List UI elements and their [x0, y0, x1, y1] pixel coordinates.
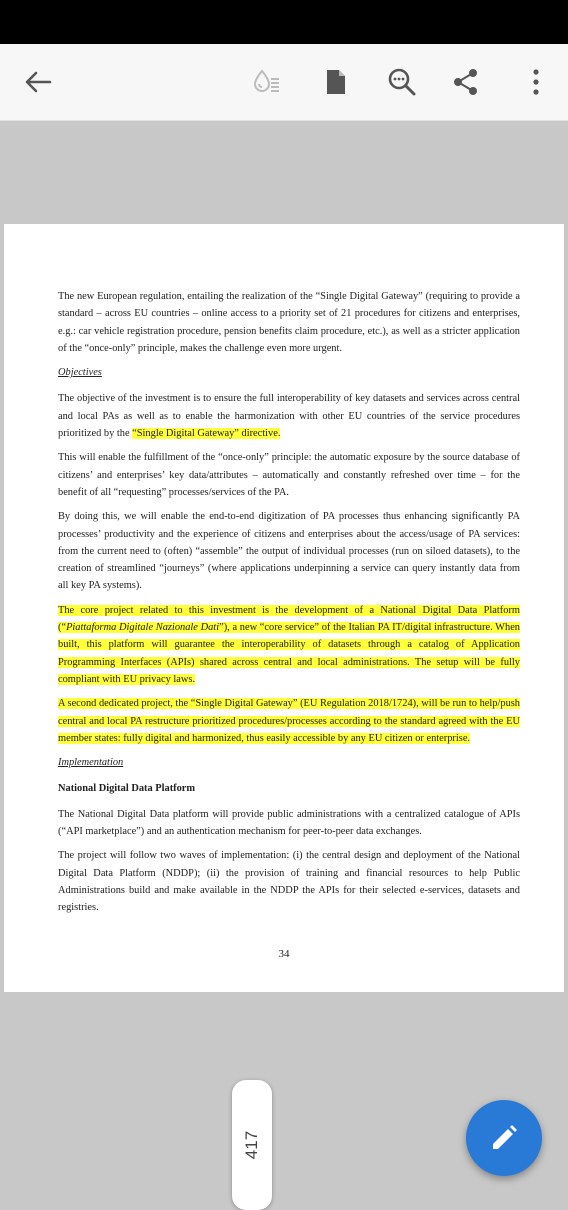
paragraph: By doing this, we will enable the end-to-end digitization of PA processes thus enhancing significantly PA processes’ productivity and the experience of citizens and enterprises about the access/usage of PA services: from the current need to (often) “assemble” the output of individual processes (run on siloed datasets), to the creation of streamlined “journeys” (where applications underpinning a service can query instantly data from all key PA systems).	[58, 511, 520, 592]
paragraph	[58, 390, 520, 442]
reading-mode-button[interactable]	[246, 62, 286, 102]
italic-title: Piattaforma Digitale Nazionale Dati	[66, 622, 220, 634]
top-toolbar	[0, 44, 568, 121]
highlight-part: The core project related to this investment is the development of a National Digital Data Platform (“	[58, 604, 520, 634]
search-button[interactable]	[382, 62, 422, 102]
page-counter: 417	[242, 1130, 261, 1160]
page-scroll-handle[interactable]	[232, 1080, 272, 1210]
edit-fab-button[interactable]	[466, 1100, 542, 1176]
paragraph-text: The objective of the investment is to ensure the full interoperability of key datasets and services across central and local PAs as well as to enable the harmonization with other EU countries of the service procedures prioritized by the	[58, 393, 520, 440]
highlighted-text[interactable]: “Single Digital Gateway” directive.	[132, 428, 281, 440]
paragraph: The project will follow two waves of implementation: (i) the central design and deployment of the National Digital Data Platform (NDDP); (ii) the provision of training and financial resources to help Public Administrations build and make available in the NDDP the APIs for their selected e-services, datasets and registries.	[58, 850, 520, 914]
edit-pencil-icon	[489, 1123, 519, 1153]
share-button[interactable]	[446, 62, 486, 102]
status-bar	[0, 0, 568, 44]
page-number: 34	[278, 948, 290, 960]
more-options-button[interactable]	[516, 62, 556, 102]
paragraph: The National Digital Data platform will provide public administrations with a centralized catalogue of APIs (“API marketplace”) and an authentication mechanism for peer-to-peer data exchanges.	[58, 808, 520, 838]
back-button[interactable]	[18, 62, 58, 102]
section-heading: National Digital Data Platform	[58, 783, 196, 795]
back-arrow-icon	[24, 70, 52, 94]
paragraph: The new European regulation, entailing the realization of the “Single Digital Gateway” (requiring to provide a standard – across EU countries – online access to a priority set of 21 procedures for citizens and enterprises, e.g.: car vehicle registration procedure, pension benefits claim procedure, etc.), as well as a stricter application of the “once-only” principle, makes the challenge even more urgent.	[58, 291, 520, 354]
highlighted-text[interactable]	[58, 605, 520, 685]
pdf-page[interactable]	[4, 224, 564, 992]
paragraph: This will enable the fulfillment of the “once-only” principle: the automatic exposure by the source database of citizens’ and enterprises’ key data/attributes – automatically and constantly refreshed over time – for the benefit of all “requesting” processes/services of the PA.	[58, 452, 520, 498]
reading-mode-icon	[251, 67, 281, 97]
highlighted-text[interactable]: A second dedicated project, the “Single Digital Gateway” (EU Regulation 2018/1724), will be run to help/push central and local PA restructure prioritized procedures/processes according to the standard agreed with the EU member states: fully digital and harmonized, thus easily accessible by any EU citizen or enterprise.	[58, 698, 520, 744]
more-vert-icon	[532, 69, 540, 95]
document-icon	[325, 68, 347, 96]
page-text	[58, 288, 520, 924]
highlight-part: ”), a new “core service” of the Italian PA IT/digital infrastructure. When built, this platform will guarantee the interoperability of datasets through a catalog of Application Programming Interfaces (APIs) shared across central and local administrations. The setup will be fully compliant with EU privacy laws.	[58, 622, 520, 685]
objectives-heading: Objectives	[58, 367, 102, 379]
share-icon	[453, 68, 479, 96]
implementation-heading: Implementation	[58, 757, 124, 769]
paragraph	[58, 695, 520, 747]
paragraph	[58, 602, 520, 688]
search-icon	[387, 67, 417, 97]
document-info-button[interactable]	[316, 62, 356, 102]
